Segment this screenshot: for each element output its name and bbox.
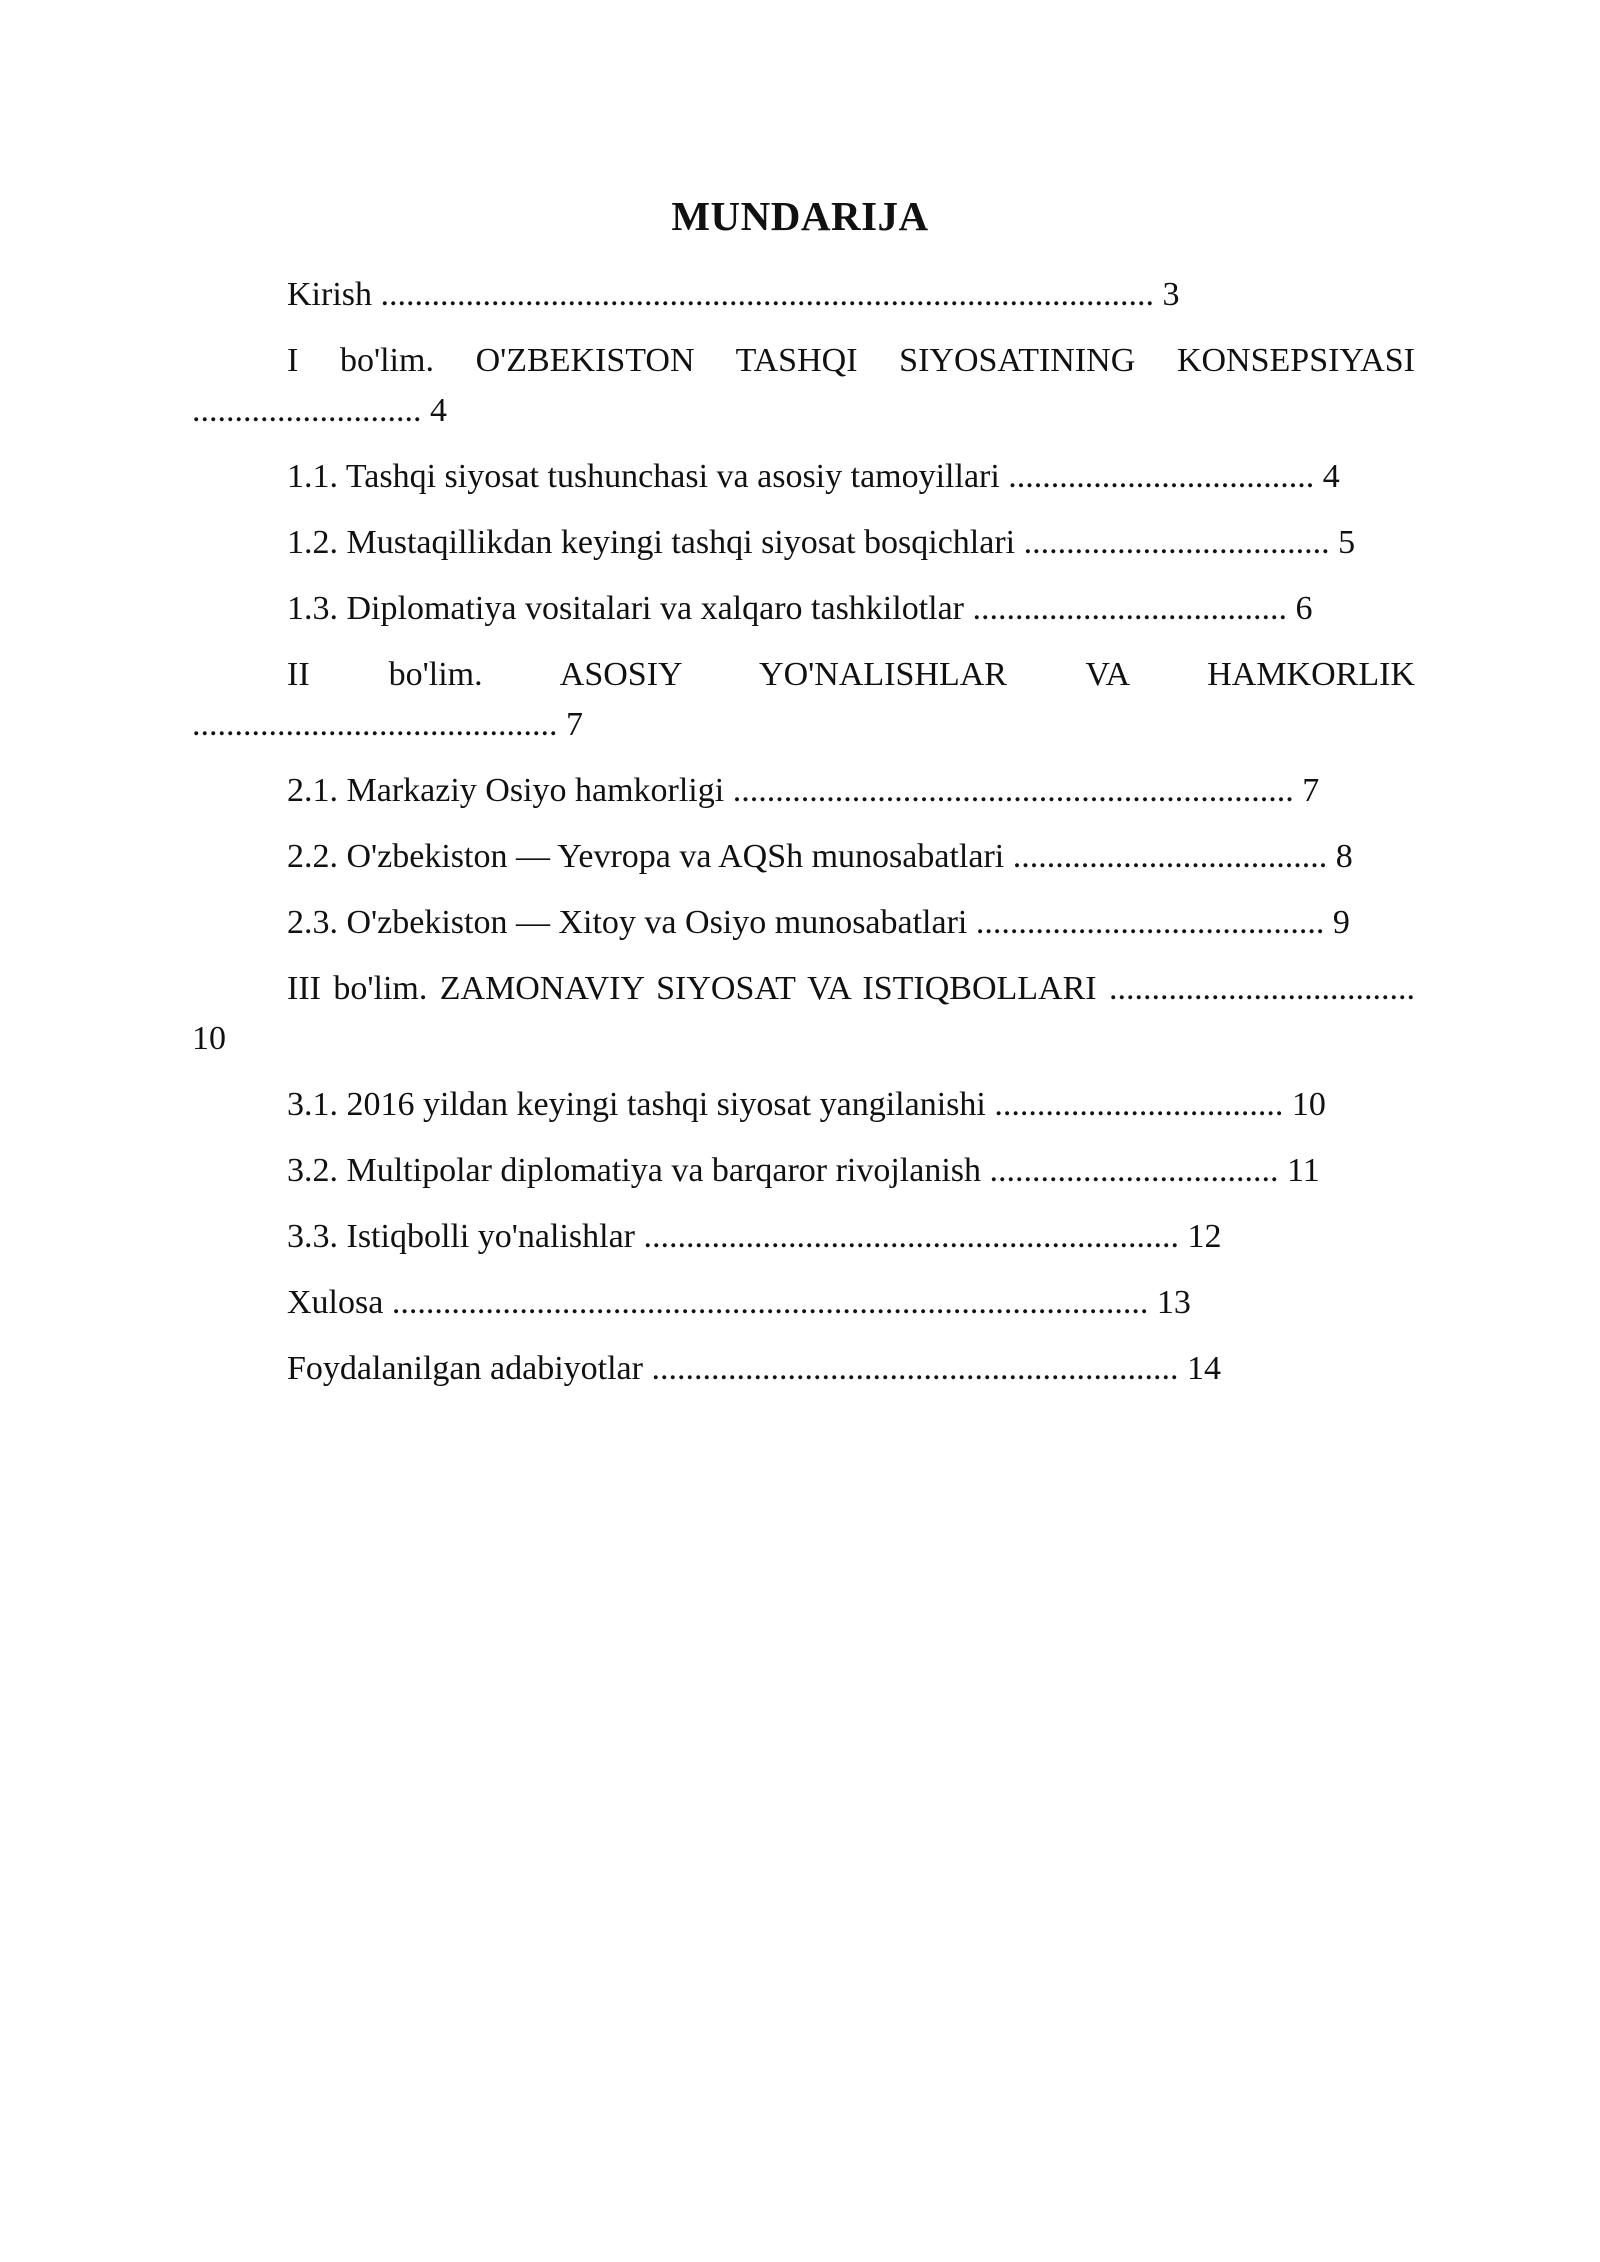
toc-entry-2-2: 2.2. O'zbekiston — Yevropa va AQSh munosabatlari ..................................... 8 [287, 838, 1353, 875]
page-title: MUNDARIJA [671, 193, 929, 239]
toc-entry-3-1: 3.1. 2016 yildan keyingi tashqi siyosat yangilanishi .................................. 10 [287, 1086, 1326, 1123]
toc-entry-2-3: 2.3. O'zbekiston — Xitoy va Osiyo munosabatlari ......................................... 9 [287, 904, 1350, 941]
toc-entry-3-3: 3.3. Istiqbolli yo'nalishlar ............................................................... 12 [287, 1218, 1222, 1255]
toc-entry-adabiyotlar: Foydalanilgan adabiyotlar .............................................................. 14 [287, 1350, 1221, 1387]
toc-entry-part-3: III bo'lim. ZAMONAVIY SIYOSAT VA ISTIQBOLLARI .................................... 10 [192, 970, 1415, 1057]
toc-entry-part-1: I bo'lim. O'ZBEKISTON TASHQI SIYOSATINING KONSEPSIYASI ........................... 4 [192, 342, 1415, 429]
toc-entry-part-2: II bo'lim. ASOSIY YO'NALISHLAR VA HAMKORLIK ........................................... 7 [192, 656, 1415, 743]
toc-entry-1-1: 1.1. Tashqi siyosat tushunchasi va asosiy tamoyillari .................................... 4 [287, 458, 1340, 495]
toc-entry-2-1: 2.1. Markaziy Osiyo hamkorligi .................................................................. 7 [287, 772, 1320, 809]
toc-entry-3-2: 3.2. Multipolar diplomatiya va barqaror rivojlanish .................................. 11 [287, 1152, 1320, 1189]
toc-entry-1-2: 1.2. Mustaqillikdan keyingi tashqi siyosat bosqichlari .................................... 5 [287, 524, 1356, 561]
toc-entry-kirish: Kirish ........................................................................................... 3 [287, 276, 1180, 313]
table-of-contents [192, 270, 1415, 1394]
toc-entry-1-3: 1.3. Diplomatiya vositalari va xalqaro tashkilotlar ..................................... 6 [287, 590, 1313, 627]
toc-entry-xulosa: Xulosa ......................................................................................... 13 [287, 1284, 1191, 1321]
